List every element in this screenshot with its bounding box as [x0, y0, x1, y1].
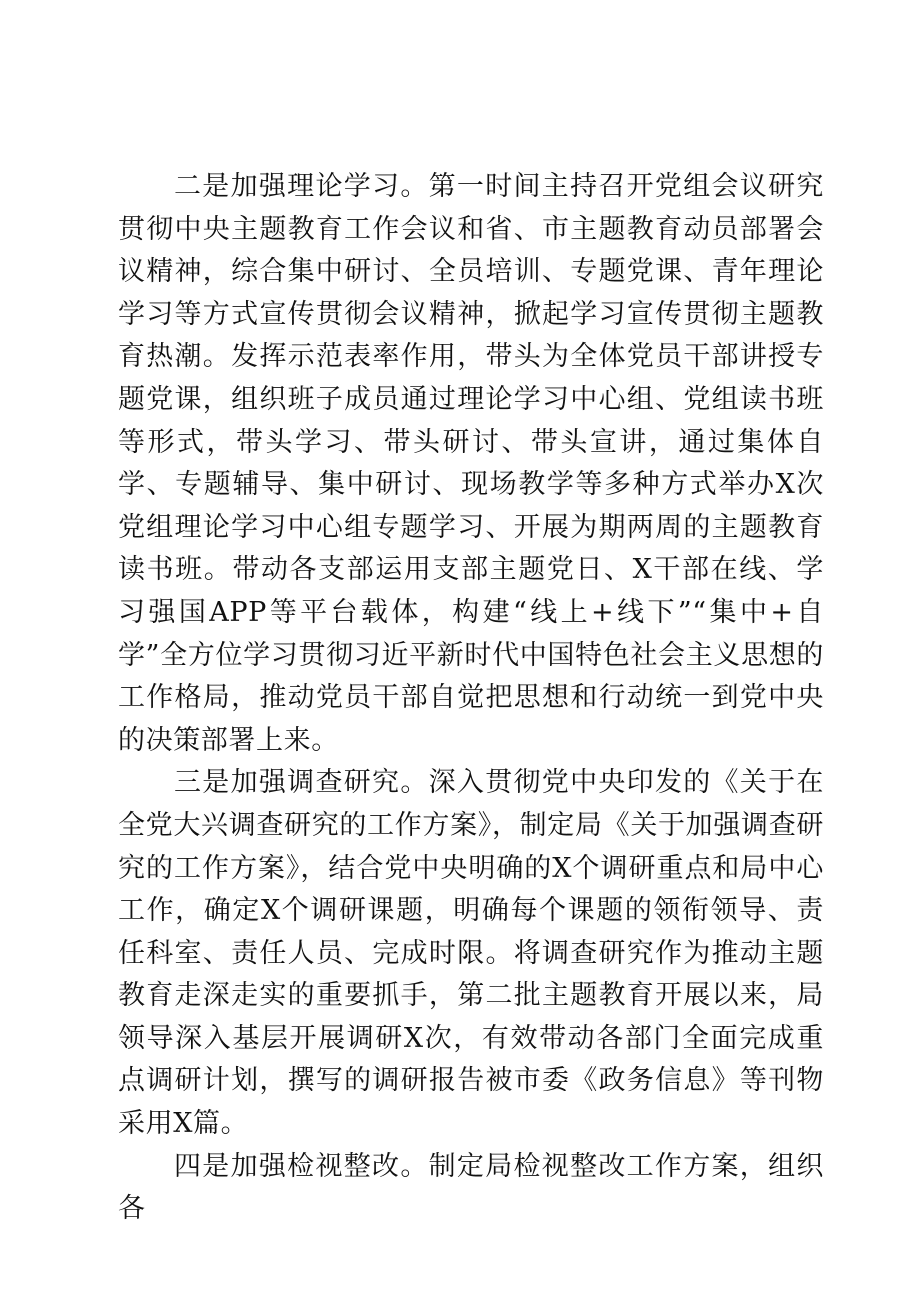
- document-body: [118, 166, 824, 1231]
- paragraph-theory-study: 二是加强理论学习。第一时间主持召开党组会议研究贯彻中央主题教育工作会议和省、市主题教育动员部署会议精神，综合集中研讨、全员培训、专题党课、青年理论学习等方式宣传贯彻会议精神，掀起学习宣传贯彻主题教育热潮。发挥示范表率作用，带头为全体党员干部讲授专题党课，组织班子成员通过理论学习中心组、党组读书班等形式，带头学习、带头研讨、带头宣讲，通过集体自学、专题辅导、集中研讨、现场教学等多种方式举办X次党组理论学习中心组专题学习、开展为期两周的主题教育读书班。带动各支部运用支部主题党日、X干部在线、学习强国APP等平台载体，构建“线上+线下”“集中+自学”全方位学习贯彻习近平新时代中国特色社会主义思想的工作格局，推动党员干部自觉把思想和行动统一到党中央的决策部署上来。: [118, 171, 824, 756]
- paragraph-investigation-research: 三是加强调查研究。深入贯彻党中央印发的《关于在全党大兴调查研究的工作方案》，制定局《关于加强调查研究的工作方案》，结合党中央明确的X个调研重点和局中心工作，确定X个调研课题，明确每个课题的领衔领导、责任科室、责任人员、完成时限。将调查研究作为推动主题教育走深走实的重要抓手，第二批主题教育开展以来，局领导深入基层开展调研X次，有效带动各部门全面完成重点调研计划，撰写的调研报告被市委《政务信息》等刊物采用X篇。: [118, 767, 824, 1140]
- paragraph-inspection-rectification: 四是加强检视整改。制定局检视整改工作方案，组织各: [118, 1150, 824, 1225]
